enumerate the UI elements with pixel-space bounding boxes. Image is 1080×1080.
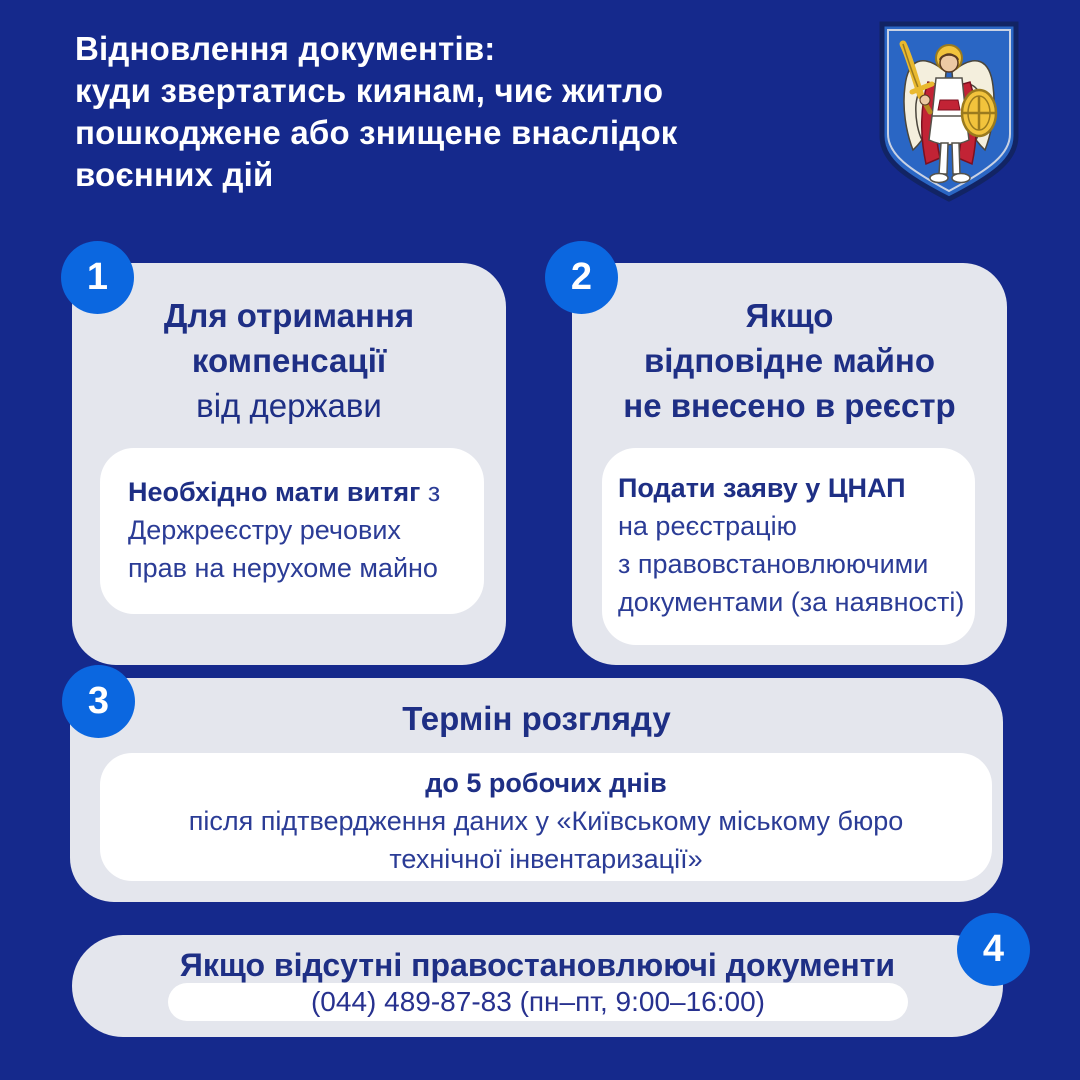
step-4-title-line: Якщо відсутні правостановлюючі документи [179, 947, 896, 983]
note-line: Подати заяву у ЦНАП [618, 473, 906, 503]
step-1-title-line: компенсації [191, 342, 387, 379]
step-1-card [72, 263, 506, 665]
note-line: документами (за наявності) [618, 587, 965, 617]
title-line: Відновлення документів: [75, 30, 496, 67]
step-2-title-line: відповідне майно [643, 342, 936, 379]
note-line: технічної інвентаризації» [389, 844, 703, 874]
phone-number: (044) 489-87-83 (пн–пт, 9:00–16:00) [310, 986, 765, 1017]
note-line: до 5 робочих днів [425, 768, 667, 798]
step-3-title-line: Термін розгляду [402, 700, 671, 737]
step-4-title [72, 935, 1003, 985]
page-title [75, 28, 678, 196]
step-3-number: 3 [87, 680, 110, 722]
step-2-title [572, 263, 1007, 428]
step-1-badge [61, 241, 134, 314]
step-4-card [72, 935, 1003, 1037]
step-4-badge [957, 913, 1030, 986]
step-1-title [72, 263, 506, 428]
step-2-title-line: Якщо [745, 297, 834, 334]
title-line: куди звертатись киянам, чиє житло [75, 72, 664, 109]
step-1-title-line: Для отримання [163, 297, 415, 334]
step-3-title [70, 678, 1003, 741]
step-3-note [100, 753, 992, 881]
kyiv-coat-of-arms-icon [876, 20, 1022, 204]
step-3-badge [62, 665, 135, 738]
note-line: Держреєстру речових [128, 515, 401, 545]
step-4-number: 4 [982, 928, 1005, 970]
step-1-title-line: від держави [196, 387, 382, 424]
step-1-number: 1 [86, 256, 109, 298]
step-2-title-line: не внесено в реєстр [623, 387, 956, 424]
title-line: воєнних дій [75, 156, 274, 193]
step-3-card [70, 678, 1003, 902]
note-line: Необхідно мати витяг з [128, 477, 441, 507]
step-2-card [572, 263, 1007, 665]
note-line: з правовстановлюючими [618, 549, 929, 579]
note-line: на реєстрацію [618, 511, 797, 541]
note-line: після підтвердження даних у «Київському міському бюро [188, 806, 904, 836]
title-line: пошкоджене або знищене внаслідок [75, 114, 678, 151]
step-2-badge [545, 241, 618, 314]
phone-pill [168, 983, 908, 1021]
note-line: прав на нерухоме майно [128, 553, 438, 583]
step-2-note [602, 448, 975, 645]
step-1-note [100, 448, 484, 614]
step-2-number: 2 [570, 256, 593, 298]
